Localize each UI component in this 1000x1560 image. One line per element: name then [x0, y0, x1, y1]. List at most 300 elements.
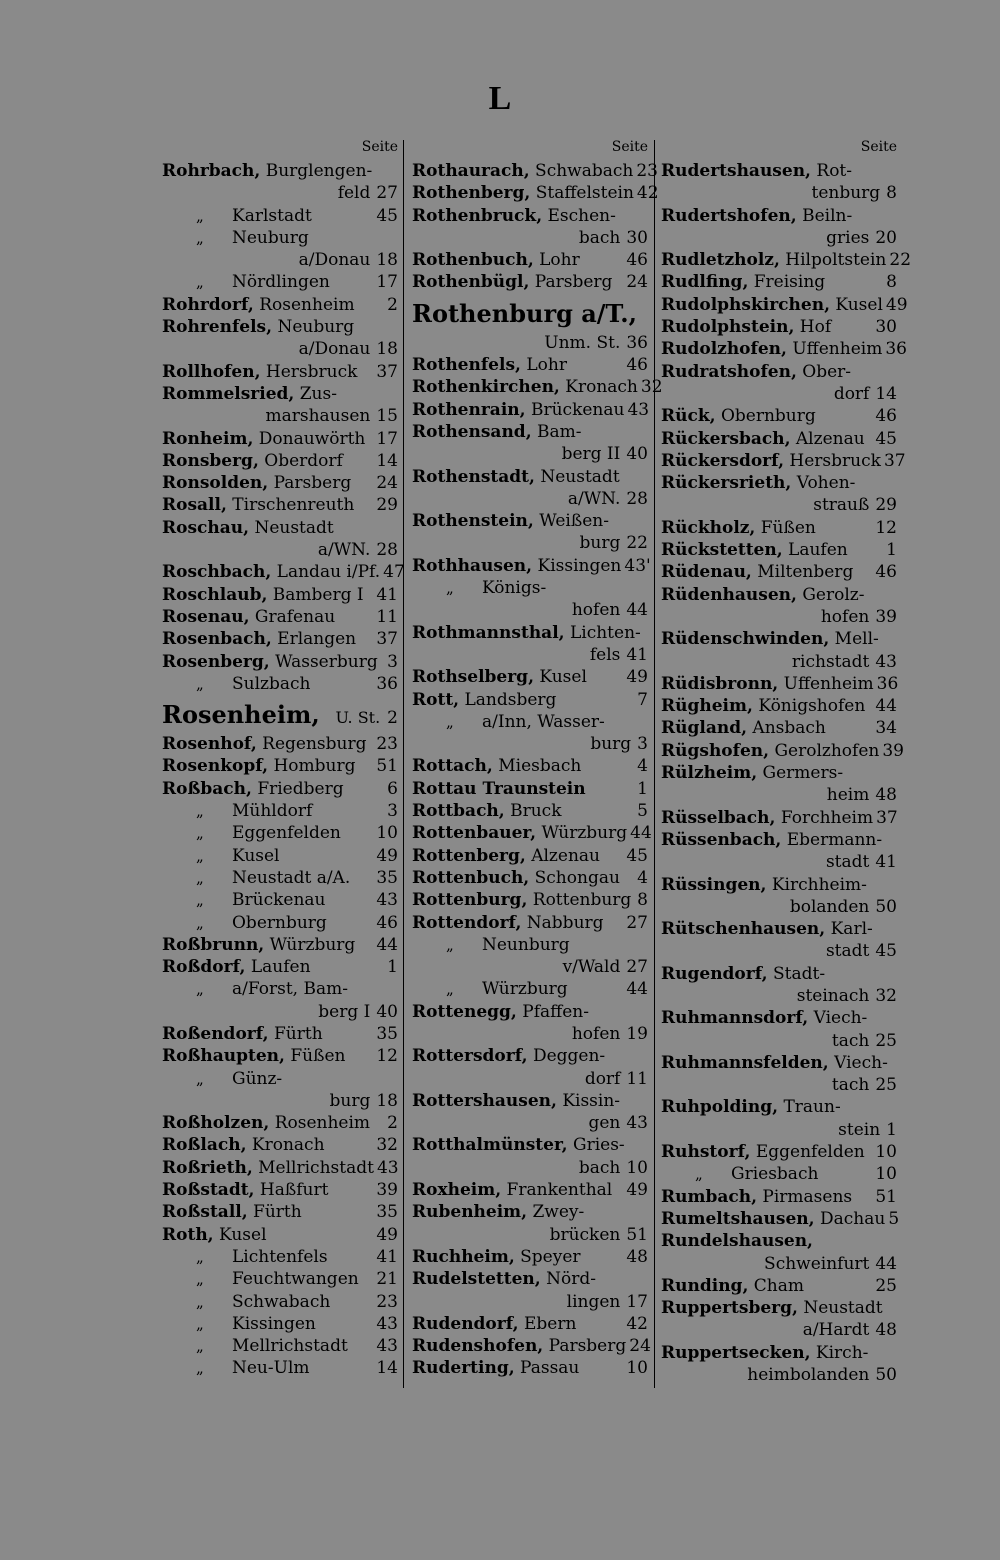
entry-line	[162, 205, 398, 227]
page-number: 43	[626, 1113, 648, 1134]
entry-name	[661, 450, 881, 472]
entry-name	[162, 205, 373, 227]
index-entry	[162, 733, 398, 755]
entry-name	[661, 1163, 872, 1185]
district-name: Zwey-	[527, 1202, 585, 1223]
index-entry	[162, 673, 398, 695]
continuation-text: lingen	[566, 1291, 621, 1312]
entry-name	[412, 845, 623, 867]
index-entry	[661, 762, 897, 807]
index-entry	[162, 1179, 398, 1201]
entry-continuation	[661, 896, 897, 918]
index-entry	[162, 1045, 398, 1067]
place-name: Rothenrain,	[412, 399, 526, 420]
entry-line	[412, 711, 648, 733]
index-entry	[412, 778, 648, 800]
entry-continuation	[412, 443, 648, 465]
index-entry	[661, 1297, 897, 1342]
index-entry	[412, 867, 648, 889]
index-entry	[162, 1246, 398, 1268]
district-name: Parsberg	[529, 272, 613, 293]
page-number: 48	[626, 1246, 648, 1267]
entry-line	[162, 1224, 398, 1246]
entry-line	[661, 963, 897, 985]
place-name: Roßrieth,	[162, 1157, 253, 1178]
entry-line	[412, 822, 652, 844]
place-name: Roschau,	[162, 517, 250, 538]
index-entry	[162, 889, 398, 911]
district-name: Neustadt	[249, 517, 334, 538]
continuation-text: fels	[589, 644, 621, 665]
entry-name	[162, 1023, 373, 1045]
index-entry	[412, 577, 648, 622]
entry-name	[661, 472, 897, 494]
district-name: Rosenheim	[253, 294, 355, 315]
entry-name	[162, 1313, 373, 1335]
place-name: Rückersbach,	[661, 428, 791, 449]
page-number: 44	[626, 600, 648, 621]
district-name: Burglengen-	[260, 161, 373, 181]
index-entry	[412, 1201, 648, 1246]
column-divider	[654, 140, 655, 1388]
entry-line	[162, 1112, 398, 1134]
entry-name	[162, 733, 373, 755]
district-name: Hof	[794, 317, 832, 338]
place-name: Roßendorf,	[162, 1023, 269, 1044]
entry-name	[412, 205, 648, 227]
district-name: Bruck	[504, 801, 562, 822]
entry-name	[162, 1291, 373, 1313]
page-number: 37	[376, 361, 398, 382]
district-name: Ober-	[796, 361, 852, 382]
place-name: Rüdenschwinden,	[661, 629, 830, 650]
entry-line	[162, 845, 398, 867]
index-entry	[162, 271, 398, 293]
page-number: 11	[376, 606, 398, 627]
district-name: Gerolzhofen	[769, 740, 880, 761]
index-entry	[661, 874, 897, 919]
page-number: 8	[886, 183, 897, 204]
page-number: 30	[875, 317, 897, 338]
place-name: Rottau Traunstein	[412, 778, 586, 799]
continuation-text: berg I	[318, 1001, 371, 1022]
district-name: Ansbach	[747, 718, 826, 739]
entry-line	[412, 376, 663, 398]
entry-name	[162, 160, 398, 182]
page-number: 35	[376, 1202, 398, 1223]
page-number: 24	[376, 473, 398, 494]
page-number: 49	[885, 294, 908, 315]
district-name: Viech-	[808, 1008, 868, 1029]
entry-name	[661, 673, 874, 695]
page-number: 48	[875, 1320, 897, 1341]
ditto-mark: „	[196, 1292, 204, 1311]
entry-line	[412, 249, 648, 271]
ditto-mark: „	[196, 273, 204, 292]
entry-continuation	[661, 784, 897, 806]
section-letter: L	[488, 80, 512, 117]
place-name: Ruhstorf,	[661, 1142, 751, 1163]
entry-line	[661, 472, 897, 494]
page-number: 27	[626, 912, 648, 933]
entry-name	[412, 755, 634, 777]
place-name: Rudenshofen,	[412, 1336, 544, 1357]
entry-name	[162, 494, 373, 516]
entry-name	[412, 1134, 648, 1156]
page-number: 2	[387, 294, 398, 315]
index-entry	[661, 1141, 897, 1163]
place-name: Rüssingen,	[661, 874, 767, 895]
entry-text: Lichtenfels	[232, 1246, 328, 1267]
town-status: U. St.	[335, 708, 381, 728]
entry-name	[661, 316, 872, 338]
entry-text: Brückenau	[232, 890, 326, 911]
district-name: Haßfurt	[254, 1180, 329, 1201]
index-entry	[162, 1268, 398, 1290]
entry-line	[412, 421, 648, 443]
district-name: Bam-	[531, 421, 582, 442]
entry-line	[661, 1342, 897, 1364]
entry-name	[661, 762, 897, 784]
entry-name	[412, 160, 633, 182]
index-entry	[412, 889, 648, 911]
index-entry	[412, 1357, 648, 1379]
district-name: Erlangen	[271, 629, 357, 650]
page-number: 8	[637, 890, 648, 911]
ditto-mark: „	[446, 579, 454, 598]
district-name: Laufen	[782, 540, 848, 561]
place-name: Rudratshofen,	[661, 361, 797, 382]
entry-line	[412, 622, 648, 644]
page-number: 14	[376, 450, 398, 471]
continuation-text: steinach	[796, 985, 870, 1006]
continuation-text: strauß	[813, 495, 870, 516]
district-name: Oberdorf	[258, 450, 343, 471]
entry-name	[412, 510, 648, 532]
place-name: Roxheim,	[412, 1180, 502, 1201]
index-entry	[412, 1001, 648, 1046]
index-entry	[162, 1068, 398, 1113]
page-number: 1	[637, 778, 648, 799]
entry-name	[661, 717, 872, 739]
index-entry	[412, 755, 648, 777]
district-name: Ebern	[518, 1313, 577, 1334]
entry-text: Mellrichstadt	[232, 1336, 348, 1357]
entry-line	[661, 717, 897, 739]
entry-line	[162, 517, 398, 539]
district-name: Parsberg	[543, 1336, 627, 1357]
page-number: 48	[875, 785, 897, 806]
entry-text: Neu-Ulm	[232, 1358, 310, 1379]
district-name: Ebermann-	[781, 829, 883, 850]
entry-name	[412, 1045, 648, 1067]
entry-name	[661, 1007, 897, 1029]
entry-line	[412, 555, 651, 577]
entry-line	[162, 867, 398, 889]
entry-name	[412, 1090, 648, 1112]
district-name: Kusel	[534, 667, 587, 688]
entry-line	[661, 1230, 897, 1252]
district-name: Karl-	[825, 919, 873, 940]
place-name: Roßbach,	[162, 778, 252, 799]
district-name: Weißen-	[533, 511, 609, 532]
page-number: 37	[876, 807, 898, 828]
index-entry	[162, 1023, 398, 1045]
page-number: 20	[875, 227, 897, 248]
entry-name	[162, 271, 373, 293]
main-town-name: Rosenheim,	[162, 700, 320, 730]
page-number: 14	[875, 383, 897, 404]
district-name: Dachau	[814, 1208, 886, 1229]
district-name: Eggenfelden	[750, 1142, 865, 1163]
index-entry	[412, 466, 648, 511]
district-name: Eschen-	[542, 205, 616, 226]
index-entry	[661, 673, 897, 695]
continuation-text: bolanden	[789, 896, 870, 917]
page-number: 44	[626, 979, 648, 1000]
entry-line	[412, 354, 648, 376]
entry-line	[162, 1157, 398, 1179]
entry-name	[162, 889, 373, 911]
index-entry	[162, 517, 398, 562]
continuation-text: a/WN.	[567, 488, 621, 509]
place-name: Rothmannsthal,	[412, 622, 565, 643]
continuation-text: berg II	[561, 444, 621, 465]
entry-continuation	[162, 1090, 398, 1112]
index-entry	[412, 622, 648, 667]
page-number: 3	[387, 801, 398, 822]
place-name: Roschlaub,	[162, 584, 268, 605]
index-entry	[412, 912, 648, 934]
ditto-mark: „	[196, 1069, 204, 1088]
place-name: Rudlfing,	[661, 272, 749, 293]
page-number: 49	[376, 845, 398, 866]
place-name: Ruppertsecken,	[661, 1342, 811, 1363]
index-entry	[661, 1342, 897, 1387]
continuation-text: burg	[329, 1090, 371, 1111]
place-name: Rottbach,	[412, 801, 505, 822]
place-name: Ronsolden,	[162, 473, 269, 494]
page-number: 39	[376, 1180, 398, 1201]
entry-name	[412, 711, 648, 733]
district-name: Nabburg	[521, 912, 604, 933]
district-name: Grafenau	[249, 606, 336, 627]
place-name: Rothenfels,	[412, 355, 521, 376]
place-name: Rudolphstein,	[661, 317, 795, 338]
entry-name	[661, 1275, 872, 1297]
entry-name	[661, 1230, 897, 1252]
ditto-mark: „	[446, 712, 454, 731]
entry-name	[661, 160, 897, 182]
place-name: Rothenbruck,	[412, 205, 543, 226]
index-entry	[412, 1045, 648, 1090]
place-name: Runding,	[661, 1275, 749, 1296]
entry-name	[412, 1313, 623, 1335]
entry-line	[412, 1045, 648, 1067]
entry-name	[661, 807, 873, 829]
entry-line	[162, 1246, 398, 1268]
district-name: Staffelstein	[530, 183, 634, 204]
index-entry	[661, 1186, 897, 1208]
index-entry	[162, 800, 398, 822]
entry-continuation	[412, 1112, 648, 1134]
place-name: Rüdenhausen,	[661, 584, 797, 605]
entry-name	[162, 1246, 373, 1268]
entry-continuation	[162, 338, 398, 360]
page-number: 2	[387, 1113, 398, 1134]
entry-line	[162, 1357, 398, 1379]
place-name: Rothenberg,	[412, 183, 531, 204]
district-name: Miesbach	[492, 756, 582, 777]
continuation-text: hofen	[571, 600, 621, 621]
seite-label: Seite	[361, 139, 398, 155]
entry-line	[661, 294, 908, 316]
place-name: Rugendorf,	[661, 963, 768, 984]
index-entry	[162, 1357, 398, 1379]
entry-line	[661, 829, 897, 851]
page-number: 32	[376, 1135, 398, 1156]
entry-line	[412, 1268, 648, 1290]
district-name: Neuburg	[272, 317, 355, 338]
place-name: Rothensand,	[412, 421, 532, 442]
page-number: 45	[626, 845, 648, 866]
entry-name	[412, 934, 648, 956]
district-name: Brückenau	[525, 399, 625, 420]
page-number: 27	[626, 957, 648, 978]
entry-name	[661, 539, 883, 561]
entry-continuation	[412, 599, 648, 621]
district-name: Kronach	[559, 377, 638, 398]
entry-name	[162, 1179, 373, 1201]
entry-name	[661, 695, 872, 717]
entry-name	[412, 466, 648, 488]
entry-line	[661, 361, 897, 383]
entry-continuation	[162, 539, 398, 561]
index-entry	[661, 361, 897, 406]
entry-name	[162, 867, 373, 889]
place-name: Rülzheim,	[661, 763, 758, 784]
entry-line	[412, 1134, 648, 1156]
entry-continuation	[412, 956, 648, 978]
index-entry	[412, 205, 648, 250]
district-name: Lichten-	[564, 622, 641, 643]
entry-name	[162, 294, 384, 316]
entry-line	[162, 450, 398, 472]
entry-name	[412, 666, 623, 688]
district-name: Hilpoltstein	[779, 250, 887, 271]
page-number: 44	[875, 1253, 897, 1274]
page-number: 22	[626, 533, 648, 554]
index-entry	[661, 472, 897, 517]
ditto-mark: „	[196, 868, 204, 887]
entry-name	[412, 778, 634, 800]
page-number: 23	[376, 1291, 398, 1312]
entry-line	[661, 517, 897, 539]
entry-name	[661, 829, 897, 851]
district-name: Deggen-	[527, 1046, 606, 1067]
entry-name	[162, 517, 398, 539]
index-entry	[412, 182, 659, 204]
continuation-text: gries	[826, 227, 870, 248]
entry-name	[162, 822, 373, 844]
place-name: Rügheim,	[661, 696, 753, 717]
page-number: 4	[637, 756, 648, 777]
page-number: 10	[875, 1142, 897, 1163]
entry-name	[661, 249, 886, 271]
entry-line	[412, 577, 648, 599]
index-entry	[412, 354, 648, 376]
continuation-text: burg	[590, 734, 632, 755]
entry-name	[412, 889, 634, 911]
place-name: Rudelstetten,	[412, 1269, 541, 1290]
index-entry	[412, 1179, 648, 1201]
entry-line	[412, 889, 648, 911]
page-number: 27	[376, 183, 398, 204]
district-name: Lohr	[533, 250, 580, 271]
entry-line	[661, 807, 897, 829]
page-number: 10	[626, 1358, 648, 1379]
entry-name	[162, 1045, 373, 1067]
entry-continuation	[661, 182, 897, 204]
continuation-text: bach	[578, 227, 621, 248]
page-number: 43'	[624, 555, 651, 576]
entry-continuation	[412, 227, 648, 249]
page-number: 42	[636, 183, 659, 204]
entry-continuation	[412, 1157, 648, 1179]
index-entry	[661, 1007, 897, 1052]
entry-line	[412, 1335, 651, 1357]
entry-name	[412, 1357, 623, 1379]
district-name: Rosenheim	[269, 1113, 371, 1134]
place-name: Rosenau,	[162, 606, 250, 627]
index-entry	[412, 271, 648, 293]
place-name: Rottenbuch,	[412, 867, 530, 888]
page-number: 30	[626, 227, 648, 248]
entry-line	[412, 182, 659, 204]
entry-line	[661, 338, 907, 360]
index-entry	[162, 160, 398, 205]
page-number: 36	[626, 332, 648, 353]
entry-name	[162, 934, 373, 956]
place-name: Rollhofen,	[162, 361, 261, 382]
entry-continuation	[661, 1253, 897, 1275]
entry-line	[661, 539, 897, 561]
district-name: Forchheim	[775, 807, 874, 828]
entry-line	[162, 271, 398, 293]
page-number: 41	[376, 1246, 398, 1267]
district-name: Neustadt	[534, 466, 620, 487]
index-entry	[661, 1163, 897, 1185]
main-town-entry	[162, 697, 398, 733]
page-number: 18	[376, 1090, 398, 1111]
entry-name	[162, 450, 373, 472]
entry-name	[162, 845, 373, 867]
index-entry	[162, 1224, 398, 1246]
district-name: Tirschenreuth	[226, 495, 355, 516]
page-number: 43	[875, 651, 897, 672]
entry-continuation	[412, 488, 648, 510]
district-name: Würzburg	[536, 823, 628, 844]
entry-line	[412, 1201, 648, 1223]
page-number: 51	[626, 1224, 648, 1245]
place-name: Roßbrunn,	[162, 934, 265, 955]
index-entry	[412, 689, 648, 711]
entry-line	[412, 867, 648, 889]
page-number: 24	[629, 1336, 651, 1357]
entry-name	[412, 622, 648, 644]
entry-name	[412, 399, 624, 421]
place-name: Ruhmannsfelden,	[661, 1052, 829, 1073]
